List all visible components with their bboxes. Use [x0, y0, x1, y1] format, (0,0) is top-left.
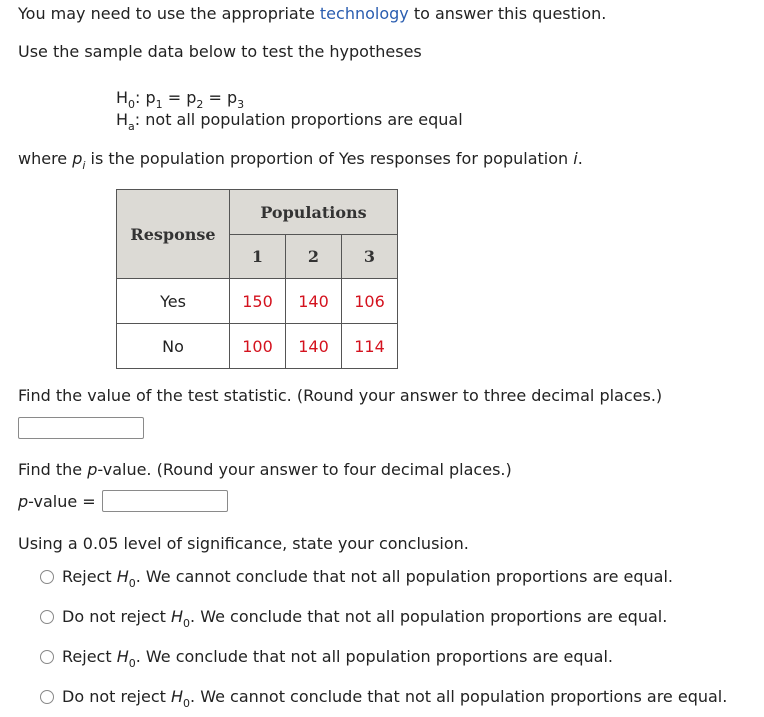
table-row [117, 279, 398, 324]
population-col-1: 1 [230, 235, 286, 279]
row-label-no: No [117, 324, 230, 369]
conclusion-option-3-radio[interactable] [40, 650, 54, 664]
conclusion-option-1-label[interactable]: Reject $H_0$. We cannot conclude that not all population proportions are equal. [62, 567, 674, 590]
p-value-label: p-value = [18, 492, 96, 511]
conclusion-option-4-radio[interactable] [40, 690, 54, 704]
no-pop-1: 100 [230, 324, 286, 369]
conclusion-option-3-label[interactable]: Reject $H_0$. We conclude that not all population proportions are equal. [62, 647, 613, 670]
where-text: where $p_i$ is the population proportion of Yes responses for population i. [18, 149, 583, 172]
data-table [116, 189, 398, 369]
conclusion-question: Using a 0.05 level of significance, state your conclusion. [18, 534, 469, 553]
table-row [117, 324, 398, 369]
p-value-input[interactable] [102, 490, 228, 512]
yes-pop-3: 106 [342, 279, 398, 324]
populations-header: Populations [230, 190, 398, 235]
no-pop-3: 114 [342, 324, 398, 369]
technology-link[interactable]: technology [319, 4, 409, 23]
yes-pop-1: 150 [230, 279, 286, 324]
null-hypothesis: $H_0$: $p_1 = p_2 = p_3$ [116, 88, 245, 111]
conclusion-option-1-radio[interactable] [40, 570, 54, 584]
test-statistic-question: Find the value of the test statistic. (Round your answer to three decimal places.) [18, 386, 663, 405]
instruction-text: Use the sample data below to test the hypotheses [18, 42, 422, 61]
population-col-3: 3 [342, 235, 398, 279]
p-value-question: Find the p-value. (Round your answer to four decimal places.) [18, 460, 512, 479]
conclusion-option-4-label[interactable]: Do not reject $H_0$. We cannot conclude that not all population proportions are equal. [62, 687, 728, 710]
population-col-2: 2 [286, 235, 342, 279]
row-label-yes: Yes [117, 279, 230, 324]
conclusion-option-2-radio[interactable] [40, 610, 54, 624]
alternative-hypothesis: $H_a$: not all population proportions are equal [116, 110, 463, 133]
response-header: Response [117, 190, 230, 279]
no-pop-2: 140 [286, 324, 342, 369]
conclusion-option-2-label[interactable]: Do not reject $H_0$. We conclude that not all population proportions are equal. [62, 607, 668, 630]
intro-text: You may need to use the appropriate technology to answer this question. [18, 4, 607, 23]
yes-pop-2: 140 [286, 279, 342, 324]
test-statistic-input[interactable] [18, 417, 144, 439]
